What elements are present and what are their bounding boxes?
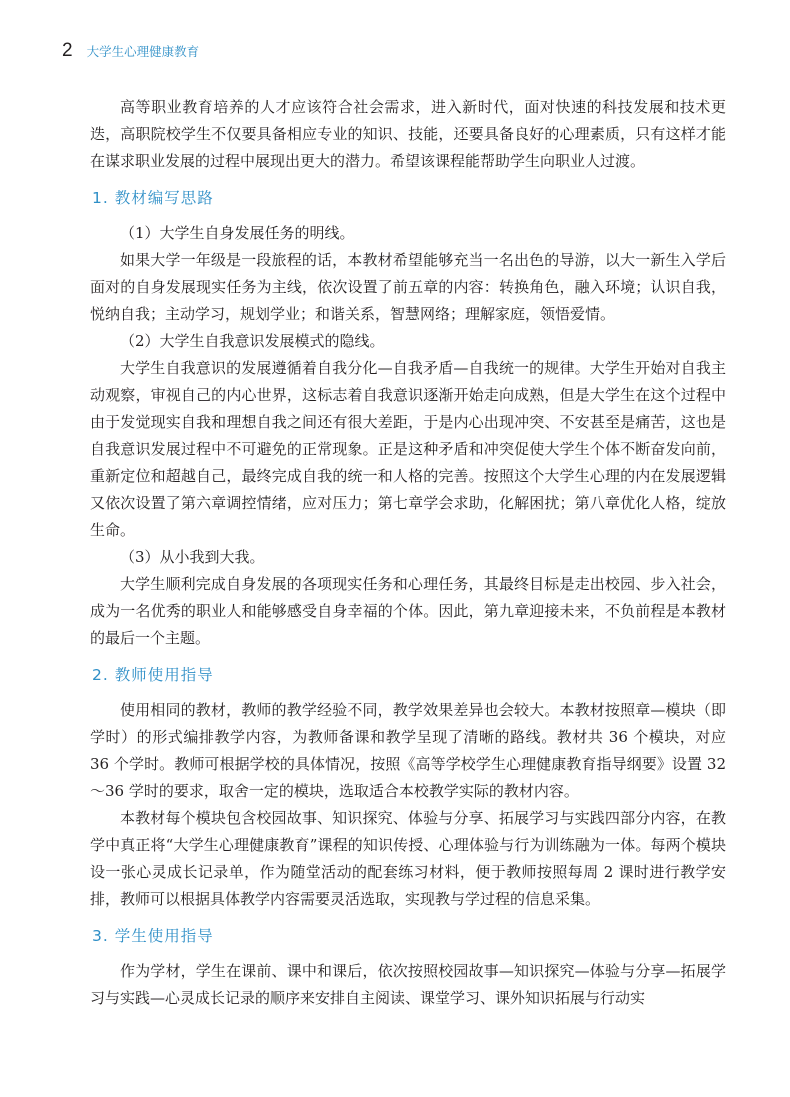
page-body xyxy=(90,94,726,1012)
subsection-title: （2）大学生自我意识发展模式的隐线。 xyxy=(120,332,385,350)
subsection-title: （3）从小我到大我。 xyxy=(120,548,265,566)
body-paragraph: 作为学材，学生在课前、课中和课后，依次按照校园故事—知识探究—体验与分享—拓展学习与实践—心灵成长记录的顺序来安排自主阅读、课堂学习、课外知识拓展与行动实 xyxy=(90,962,726,1007)
running-title: 大学生心理健康教育 xyxy=(86,44,200,59)
body-paragraph: 大学生顺利完成自身发展的各项现实任务和心理任务，其最终目标是走出校园、步入社会，成为一名优秀的职业人和能够感受自身幸福的个体。因此，第九章迎接未来，不负前程是本教材的最后一个主题。 xyxy=(90,575,726,647)
intro-paragraph: 高等职业教育培养的人才应该符合社会需求，进入新时代，面对快速的科技发展和技术更迭，高职院校学生不仅要具备相应专业的知识、技能，还要具备良好的心理素质，只有这样才能在谋求职业发展的过程中展现出更大的潜力。希望该课程能帮助学生向职业人过渡。 xyxy=(90,98,726,170)
body-paragraph: 本教材每个模块包含校园故事、知识探究、体验与分享、拓展学习与实践四部分内容，在教学中真正将“大学生心理健康教育”课程的知识传授、心理体验与行为训练融为一体。每两个模块设一张心灵成长记录单，作为随堂活动的配套练习材料，便于教师按照每周 2 课时进行教学安排，教师可以根据具体教学内容需要灵活选取，实现教与学过程的信息采集。 xyxy=(90,809,726,908)
body-paragraph: 使用相同的教材，教师的教学经验不同，教学效果差异也会较大。本教材按照章—模块（即学时）的形式编排教学内容，为教师备课和教学呈现了清晰的路线。教材共 36 个模块，对应 36 个学时。教师可根据学校的具体情况，按照《高等学校学生心理健康教育指导纲要》设置 32～36 学时的要求，取舍一定的模块，选取适合本校教学实际的教材内容。 xyxy=(90,701,726,800)
page-number: 2 xyxy=(62,40,73,61)
body-paragraph: 大学生自我意识的发展遵循着自我分化—自我矛盾—自我统一的规律。大学生开始对自我主动观察，审视自己的内心世界，这标志着自我意识逐渐开始走向成熟，但是大学生在这个过程中由于发觉现实自我和理想自我之间还有很大差距，于是内心出现冲突、不安甚至是痛苦，这也是自我意识发展过程中不可避免的正常现象。正是这种矛盾和冲突促使大学生个体不断奋发向前，重新定位和超越自己，最终完成自我的统一和人格的完善。按照这个大学生心理的内在发展逻辑又依次设置了第六章调控情绪，应对压力；第七章学会求助，化解困扰；第八章优化人格，绽放生命。 xyxy=(90,359,726,539)
section-heading-textbook-design: 1. 教材编写思路 xyxy=(92,189,214,207)
page-header xyxy=(62,40,199,62)
section-heading-teacher-guide: 2. 教师使用指导 xyxy=(92,666,214,684)
subsection-title: （1）大学生自身发展任务的明线。 xyxy=(120,224,355,242)
body-paragraph: 如果大学一年级是一段旅程的话，本教材希望能够充当一名出色的导游，以大一新生入学后面对的自身发展现实任务为主线，依次设置了前五章的内容：转换角色，融入环境；认识自我，悦纳自我；主动学习，规划学业；和谐关系，智慧网络；理解家庭，领悟爱情。 xyxy=(90,251,726,323)
section-heading-student-guide: 3. 学生使用指导 xyxy=(92,927,214,945)
